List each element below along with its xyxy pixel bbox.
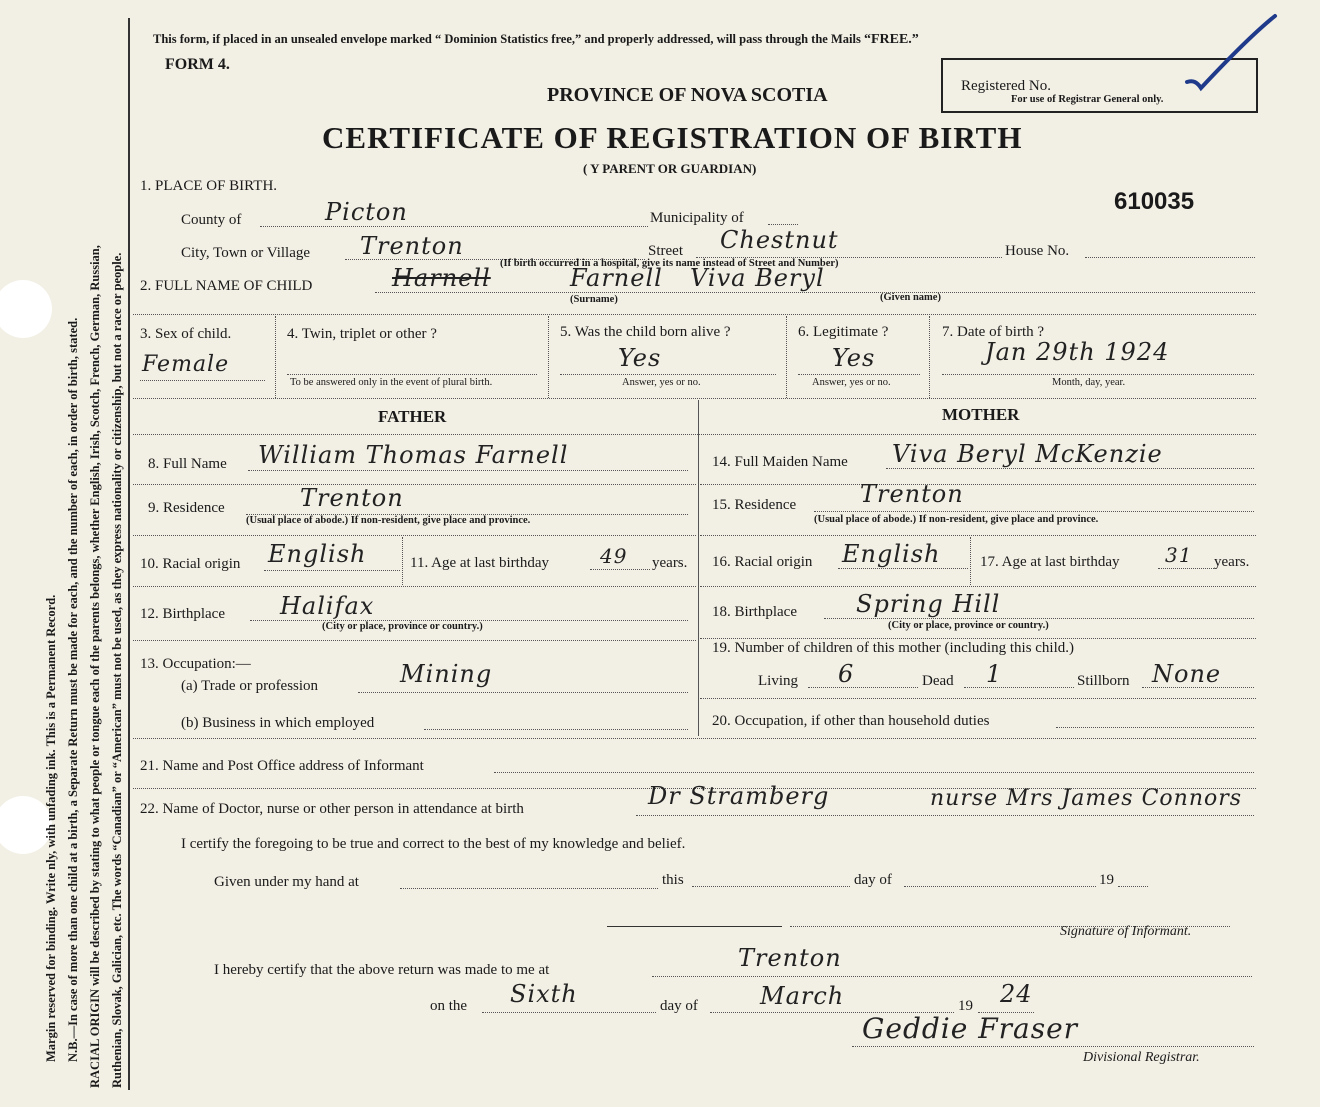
registrar-certify: I hereby certify that the above return was made to me at [214, 962, 550, 978]
municipality-label: Municipality of [650, 210, 744, 226]
sex-label: 3. Sex of child. [140, 326, 232, 342]
dob-label: 7. Date of birth ? [942, 324, 1045, 340]
father-race-value: English [268, 540, 367, 568]
check-mark-icon [1175, 12, 1285, 102]
mother-name-value: Viva Beryl McKenzie [892, 440, 1163, 468]
stillborn-label: Stillborn [1077, 673, 1130, 689]
mother-birthplace-value: Spring Hill [856, 590, 1001, 618]
child-given-name: Viva Beryl [690, 264, 825, 292]
registered-label: Registered No. [961, 78, 1051, 94]
given-caption: (Given name) [880, 292, 941, 303]
alive-label: 5. Was the child born alive ? [560, 324, 731, 340]
father-race-label: 10. Racial origin [140, 556, 241, 572]
father-occupation-label: 13. Occupation:— [140, 656, 251, 672]
alive-value: Yes [618, 344, 662, 372]
father-heading: FATHER [378, 407, 447, 426]
given-label: Given under my hand at [214, 874, 359, 890]
struck-surname: Harnell [392, 264, 491, 292]
father-trade-label: (a) Trade or profession [181, 678, 319, 694]
mother-age-label: 17. Age at last birthday [980, 554, 1120, 570]
this-label: this [662, 872, 684, 888]
margin-note: N.B.—In case of more than one child at a birth, a Separate Return must be made for each, and the number of each, in order of birth, stated. [66, 317, 80, 1062]
father-name-value: William Thomas Farnell [258, 441, 569, 469]
father-residence-note: (Usual place of abode.) If non-resident, give place and province. [246, 515, 531, 526]
mother-name-label: 14. Full Maiden Name [712, 454, 848, 470]
registrar-use-note: For use of Registrar General only. [1011, 94, 1164, 105]
page-title: CERTIFICATE OF REGISTRATION OF BIRTH [322, 120, 1023, 155]
doctor-label: 22. Name of Doctor, nurse or other person in attendance at birth [140, 801, 524, 817]
dead-value: 1 [986, 660, 1003, 688]
mother-race-label: 16. Racial origin [712, 554, 813, 570]
day-of-label: day of [854, 872, 892, 888]
mother-residence-value: Trenton [860, 480, 964, 508]
registration-month-value: March [760, 982, 845, 1010]
margin-note: Ruthenian, Slovak, Galician, etc. The words “Canadian” or “American” must not be used, as they express nationality or citizenship, but not a race or people. [110, 252, 124, 1088]
doctor-value: Dr Stramberg [648, 782, 830, 810]
child-name-label: 2. FULL NAME OF CHILD [140, 278, 313, 294]
county-value: Picton [325, 198, 408, 226]
county-label: County of [181, 212, 242, 228]
page-subtitle: ( Y PARENT OR GUARDIAN) [583, 161, 757, 176]
father-birthplace-value: Halifax [280, 592, 375, 620]
street-label: Street [648, 243, 683, 259]
registration-day-of: day of [660, 998, 698, 1014]
place-heading: 1. PLACE OF BIRTH. [140, 178, 278, 194]
mail-notice [153, 32, 919, 48]
province-title: PROVINCE OF NOVA SCOTIA [547, 84, 828, 106]
mother-residence-note: (Usual place of abode.) If non-resident, give place and province. [814, 514, 1099, 525]
father-years: years. [652, 555, 688, 571]
mail-notice-free: “FREE.” [863, 32, 919, 47]
registrar-signature: Geddie Fraser [862, 1012, 1079, 1045]
on-the-label: on the [430, 998, 468, 1014]
mother-birthplace-label: 18. Birthplace [712, 604, 797, 620]
city-label: City, Town or Village [181, 245, 311, 261]
registration-day-value: Sixth [510, 980, 578, 1008]
father-age-label: 11. Age at last birthday [410, 555, 549, 571]
father-birthplace-note: (City or place, province or country.) [322, 621, 483, 632]
mail-notice-text: This form, if placed in an unsealed envelope marked “ Dominion Statistics free,” and properly addressed, will pass through the Mails [153, 32, 861, 46]
living-value: 6 [838, 660, 855, 688]
signature-informant-label: Signature of Informant. [1060, 924, 1192, 939]
registrar-place-value: Trenton [738, 944, 842, 972]
father-birthplace-label: 12. Birthplace [140, 606, 225, 622]
year-prefix: 19 [1099, 872, 1114, 888]
street-value: Chestnut [720, 226, 839, 254]
father-residence-label: 9. Residence [148, 500, 225, 516]
mother-occupation-label: 20. Occupation, if other than household duties [712, 713, 990, 729]
registration-year-value: 24 [1000, 980, 1033, 1008]
certify-text: I certify the foregoing to be true and correct to the best of my knowledge and belief. [181, 836, 686, 852]
registrar-title: Divisional Registrar. [1083, 1050, 1200, 1065]
registration-year-prefix: 19 [958, 998, 973, 1014]
city-value: Trenton [360, 232, 464, 260]
father-age-value: 49 [600, 544, 628, 568]
father-name-label: 8. Full Name [148, 456, 227, 472]
informant-label: 21. Name and Post Office address of Informant [140, 758, 424, 774]
twin-note: To be answered only in the event of plural birth. [290, 377, 493, 388]
form-number: FORM 4. [165, 56, 230, 73]
legit-label: 6. Legitimate ? [798, 324, 889, 340]
alive-note: Answer, yes or no. [622, 377, 701, 388]
father-residence-value: Trenton [300, 484, 404, 512]
mother-heading: MOTHER [942, 405, 1020, 424]
sex-value: Female [142, 352, 230, 377]
dead-label: Dead [922, 673, 954, 689]
child-surname: Farnell [570, 264, 663, 292]
father-business-label: (b) Business in which employed [181, 715, 375, 731]
mother-age-value: 31 [1165, 543, 1193, 567]
margin-note: Margin reserved for binding. Write nly, with unfading ink. This is a Permanent Record. [44, 594, 58, 1062]
serial-number: 610035 [1114, 188, 1195, 215]
binding-hole-top [0, 280, 52, 338]
margin-rule [128, 18, 130, 1090]
nurse-value: nurse Mrs James Connors [930, 786, 1243, 811]
living-label: Living [758, 673, 798, 689]
twin-label: 4. Twin, triplet or other ? [287, 326, 437, 342]
dob-note: Month, day, year. [1052, 377, 1126, 388]
mother-years: years. [1214, 554, 1250, 570]
hospital-note: (If birth occurred in a hospital, give its name instead of Street and Number) [500, 258, 839, 269]
mother-birthplace-note: (City or place, province or country.) [888, 620, 1049, 631]
surname-caption: (Surname) [570, 294, 618, 305]
house-label: House No. [1005, 243, 1070, 259]
father-trade-value: Mining [400, 660, 493, 688]
dob-value: Jan 29th 1924 [985, 338, 1170, 366]
legit-note: Answer, yes or no. [812, 377, 891, 388]
stillborn-value: None [1152, 660, 1222, 688]
legit-value: Yes [832, 344, 876, 372]
mother-children-label: 19. Number of children of this mother (including this child.) [712, 640, 1075, 656]
margin-note: RACIAL ORIGIN will be described by stating to what people or tongue each of the parents belongs, whether English, Irish, Scotch, French, German, Russian, [88, 245, 102, 1088]
mother-residence-label: 15. Residence [712, 497, 797, 513]
mother-race-value: English [842, 540, 941, 568]
